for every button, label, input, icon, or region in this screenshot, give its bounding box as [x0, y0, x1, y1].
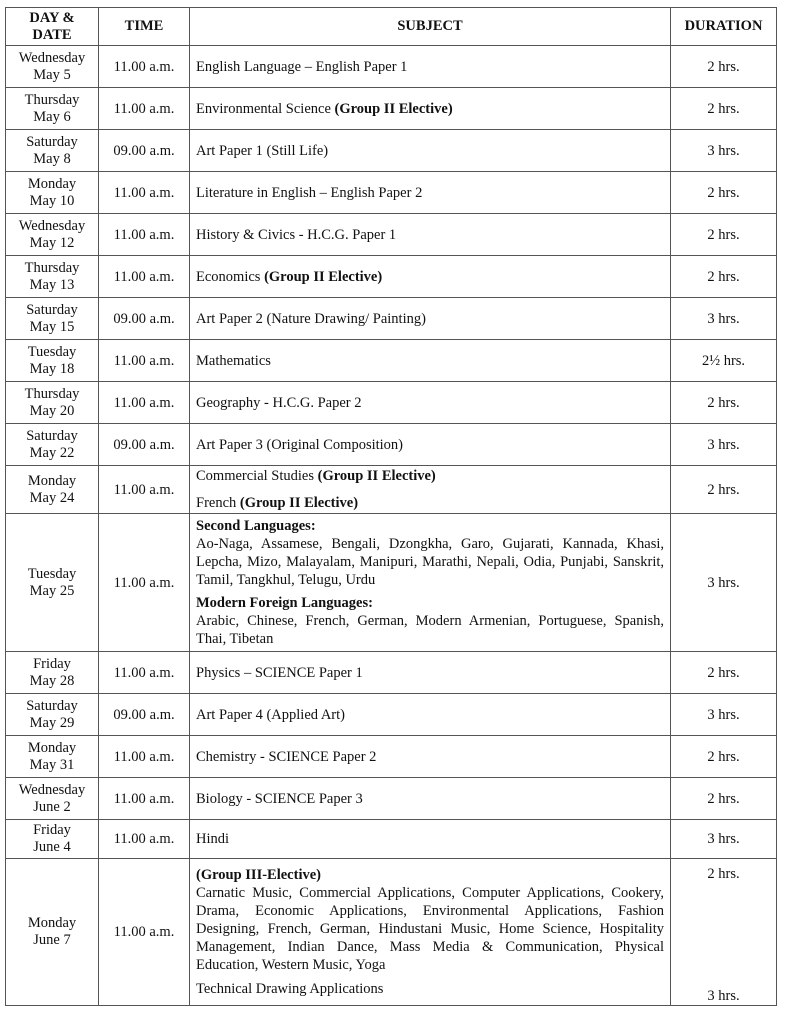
header-row [6, 8, 777, 46]
day-date-cell: Wednesday May 5 [6, 46, 99, 88]
day-date-cell: Friday June 4 [6, 820, 99, 859]
day-date-cell: Monday May 10 [6, 172, 99, 214]
foreign-languages-list: Arabic, Chinese, French, German, Modern Armenian, Portuguese, Spanish, Thai, Tibetan [196, 613, 664, 647]
subject-cell: Chemistry - SCIENCE Paper 2 [190, 736, 671, 778]
subject-cell [190, 514, 671, 652]
time-cell: 11.00 a.m. [99, 340, 190, 382]
subject-cell: Art Paper 2 (Nature Drawing/ Painting) [190, 298, 671, 340]
subject-cell: Environmental Science (Group II Elective) [190, 88, 671, 130]
table-row [6, 652, 777, 694]
table-row [6, 130, 777, 172]
technical-drawing-subject: Technical Drawing Applications [196, 981, 384, 997]
header-duration: DURATION [671, 8, 777, 46]
subject-cell: Geography - H.C.G. Paper 2 [190, 382, 671, 424]
duration-cell: 2 hrs. 3 hrs. [671, 859, 777, 1006]
duration-cell: 2 hrs. [671, 172, 777, 214]
day-date-cell: Saturday May 29 [6, 694, 99, 736]
table-row [6, 694, 777, 736]
duration-cell: 2 hrs. [671, 466, 777, 514]
table-row [6, 46, 777, 88]
table-row [6, 172, 777, 214]
time-cell: 11.00 a.m. [99, 382, 190, 424]
duration-cell: 3 hrs. [671, 514, 777, 652]
duration-cell: 2 hrs. [671, 652, 777, 694]
subject-cell: Economics (Group II Elective) [190, 256, 671, 298]
subject-cell: History & Civics - H.C.G. Paper 1 [190, 214, 671, 256]
table-row [6, 736, 777, 778]
subject-cell: Literature in English – English Paper 2 [190, 172, 671, 214]
duration-cell: 2 hrs. [671, 736, 777, 778]
subject-cell: Art Paper 1 (Still Life) [190, 130, 671, 172]
time-cell: 11.00 a.m. [99, 652, 190, 694]
table-row [6, 820, 777, 859]
day-date-cell: Tuesday May 25 [6, 514, 99, 652]
time-cell: 11.00 a.m. [99, 172, 190, 214]
day-date-cell: Thursday May 6 [6, 88, 99, 130]
duration-cell: 2 hrs. [671, 46, 777, 88]
time-cell: 09.00 a.m. [99, 424, 190, 466]
time-cell: 11.00 a.m. [99, 778, 190, 820]
duration-cell: 2 hrs. [671, 778, 777, 820]
time-cell: 11.00 a.m. [99, 88, 190, 130]
table-row [6, 382, 777, 424]
time-cell: 11.00 a.m. [99, 46, 190, 88]
duration-cell: 2 hrs. [671, 382, 777, 424]
table-row [6, 424, 777, 466]
table-row [6, 256, 777, 298]
table-row [6, 340, 777, 382]
exam-schedule-table [5, 7, 777, 1006]
time-cell: 11.00 a.m. [99, 514, 190, 652]
time-cell: 11.00 a.m. [99, 820, 190, 859]
day-date-cell: Monday June 7 [6, 859, 99, 1006]
subject-cell: Biology - SCIENCE Paper 3 [190, 778, 671, 820]
duration-cell: 3 hrs. [671, 694, 777, 736]
day-date-cell: Thursday May 20 [6, 382, 99, 424]
table-row [6, 778, 777, 820]
subject-cell: Mathematics [190, 340, 671, 382]
duration-cell: 2 hrs. [671, 256, 777, 298]
time-cell: 09.00 a.m. [99, 694, 190, 736]
duration-cell: 3 hrs. [671, 130, 777, 172]
duration-cell: 2 hrs. [671, 88, 777, 130]
day-date-cell: Thursday May 13 [6, 256, 99, 298]
second-languages-list: Ao-Naga, Assamese, Bengali, Dzongkha, Garo, Gujarati, Kannada, Khasi, Lepcha, Mizo, Malayalam, Manipuri, Marathi, Nepali, Odia, Punjabi, Sanskrit, Tamil, Tangkhul, Telugu, Urdu [196, 536, 664, 588]
table-row [6, 214, 777, 256]
day-date-cell: Wednesday May 12 [6, 214, 99, 256]
day-date-cell: Saturday May 15 [6, 298, 99, 340]
time-cell: 11.00 a.m. [99, 859, 190, 1006]
time-cell: 11.00 a.m. [99, 466, 190, 514]
day-date-cell: Saturday May 8 [6, 130, 99, 172]
time-cell: 11.00 a.m. [99, 256, 190, 298]
day-date-cell: Monday May 31 [6, 736, 99, 778]
group-iii-heading: (Group III-Elective) [196, 867, 321, 883]
table-row [6, 298, 777, 340]
subject-cell: Art Paper 3 (Original Composition) [190, 424, 671, 466]
subject-cell: Physics – SCIENCE Paper 1 [190, 652, 671, 694]
subject-cell: Commercial Studies (Group II Elective) French (Group II Elective) [190, 466, 671, 514]
header-day-date: DAY & DATE [6, 8, 99, 46]
table-row [6, 88, 777, 130]
duration-cell: 3 hrs. [671, 820, 777, 859]
time-cell: 09.00 a.m. [99, 130, 190, 172]
day-date-cell: Monday May 24 [6, 466, 99, 514]
duration-cell: 2½ hrs. [671, 340, 777, 382]
foreign-languages-heading: Modern Foreign Languages: [196, 595, 373, 611]
day-date-cell: Tuesday May 18 [6, 340, 99, 382]
duration-cell: 3 hrs. [671, 298, 777, 340]
group-iii-list: Carnatic Music, Commercial Applications, Computer Applications, Cookery, Drama, Economic Applications, Environmental Applications, Fashion Designing, French, German, Hindustani Music, Home Science, Hospitality Management, Indian Dance, Mass Media & Communication, Physical Education, Western Music, Yoga [196, 885, 664, 973]
table-row [6, 859, 777, 1006]
table-row [6, 514, 777, 652]
day-date-cell: Friday May 28 [6, 652, 99, 694]
subject-cell [190, 859, 671, 1006]
day-date-cell: Wednesday June 2 [6, 778, 99, 820]
subject-cell: Art Paper 4 (Applied Art) [190, 694, 671, 736]
duration-cell: 2 hrs. [671, 214, 777, 256]
time-cell: 09.00 a.m. [99, 298, 190, 340]
time-cell: 11.00 a.m. [99, 214, 190, 256]
day-date-cell: Saturday May 22 [6, 424, 99, 466]
subject-cell: English Language – English Paper 1 [190, 46, 671, 88]
duration-cell: 3 hrs. [671, 424, 777, 466]
second-languages-heading: Second Languages: [196, 518, 316, 534]
header-subject: SUBJECT [190, 8, 671, 46]
table-row [6, 466, 777, 514]
time-cell: 11.00 a.m. [99, 736, 190, 778]
subject-cell: Hindi [190, 820, 671, 859]
header-time: TIME [99, 8, 190, 46]
